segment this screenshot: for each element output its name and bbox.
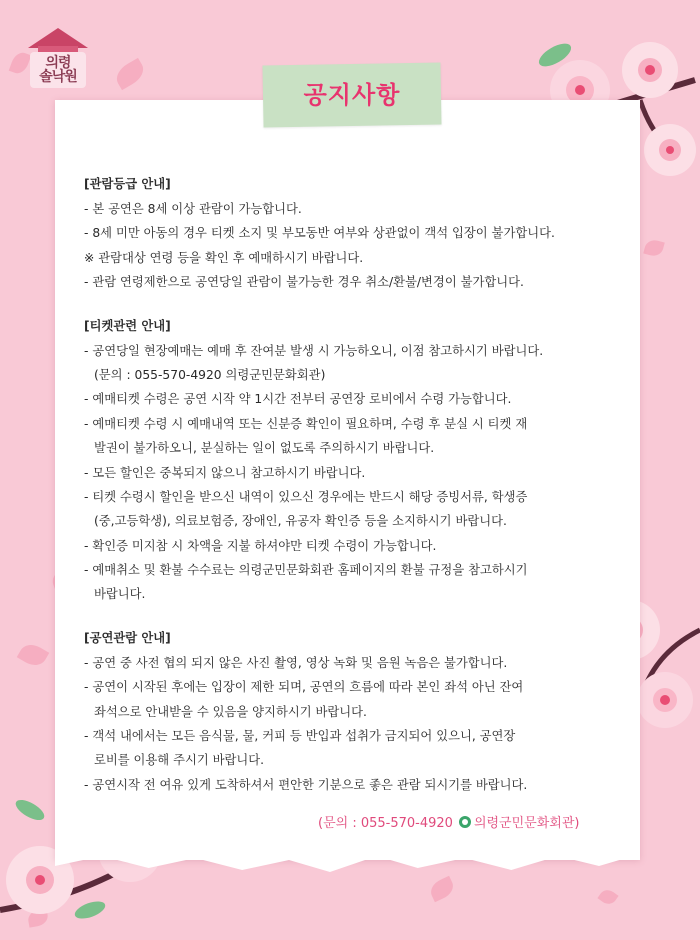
contact-phone: (문의 : 055-570-4920 xyxy=(318,816,453,831)
notice-line: - 공연당일 현장예매는 예매 후 잔여분 발생 시 가능하오니, 이점 참고하시기 바랍니다. xyxy=(84,343,544,358)
petal-decoration xyxy=(597,887,618,908)
notice-line: - 8세 미만 아동의 경우 티켓 소지 및 부모동반 여부와 상관없이 객석 입장이 불가합니다. xyxy=(84,226,555,241)
notice-line: 발권이 불가하오니, 분실하는 일이 없도록 주의하시기 바랍니다. xyxy=(94,441,435,456)
notice-line: - 공연 중 사전 협의 되지 않은 사진 촬영, 영상 녹화 및 음원 녹음은 불가합니다. xyxy=(84,655,508,670)
section-title-rating: [관람등급 안내] xyxy=(84,177,171,191)
notice-line: (문의 : 055-570-4920 의령군민문화회관) xyxy=(94,367,326,382)
notice-line: 좌석으로 안내받을 수 있음을 양지하시기 바랍니다. xyxy=(94,704,367,719)
notice-line: 로비를 이용해 주시기 바랍니다. xyxy=(94,753,265,768)
notice-line: ※ 관람대상 연령 등을 확인 후 예매하시기 바랍니다. xyxy=(84,250,364,265)
notice-line: - 객석 내에서는 모든 음식물, 물, 커피 등 반입과 섭취가 금지되어 있으니, 공연장 xyxy=(84,729,516,744)
notice-line: - 관람 연령제한으로 공연당일 관람이 불가능한 경우 취소/환불/변경이 불가합니다. xyxy=(84,275,524,290)
notice-line: - 확인증 미지참 시 차액을 지불 하셔야만 티켓 수령이 가능합니다. xyxy=(84,538,437,553)
notice-line: - 공연이 시작된 후에는 입장이 제한 되며, 공연의 흐름에 따라 본인 좌석 아닌 잔여 xyxy=(84,680,524,695)
notice-line: - 모든 할인은 중복되지 않으니 참고하시기 바랍니다. xyxy=(84,465,366,480)
notice-line: - 티켓 수령시 할인을 받으신 내역이 있으신 경우에는 반드시 해당 증빙서류, 학생증 xyxy=(84,489,528,504)
contact-info xyxy=(318,812,579,836)
notice-line: - 예매티켓 수령은 공연 시작 약 1시간 전부터 공연장 로비에서 수령 가능합니다. xyxy=(84,392,512,407)
notice-line: - 예매티켓 수령 시 예매내역 또는 신분증 확인이 필요하며, 수령 후 분실 시 티켓 재 xyxy=(84,416,528,431)
petal-decoration xyxy=(112,58,148,90)
section-title-ticket: [티켓관련 안내] xyxy=(84,318,171,333)
notice-line: (중,고등학생), 의료보험증, 장애인, 유공자 확인증 등을 소지하시기 바랍니다. xyxy=(94,514,507,529)
notice-line: - 본 공연은 8세 이상 관람이 가능합니다. xyxy=(84,202,302,216)
notice-content xyxy=(84,172,624,797)
petal-decoration xyxy=(17,640,50,670)
contact-org: 의령군민문화회관) xyxy=(473,816,580,831)
section-title-viewing: [공연관람 안내] xyxy=(84,630,171,645)
petal-decoration xyxy=(643,238,665,258)
notice-title: 공지사항 xyxy=(303,81,401,109)
notice-line: 바랍니다. xyxy=(94,587,146,602)
logo xyxy=(18,18,98,90)
logo-text: 의령 솔낙원 xyxy=(39,55,77,85)
notice-line: - 예매취소 및 환불 수수료는 의령군민문화회관 홈페이지의 환불 규정을 참고하시기 xyxy=(84,563,528,578)
petal-decoration xyxy=(427,876,456,902)
culture-center-logo-icon xyxy=(459,816,471,828)
notice-line: - 공연시작 전 여유 있게 도착하셔서 편안한 기분으로 좋은 관람 되시기를 바랍니다. xyxy=(84,777,528,792)
